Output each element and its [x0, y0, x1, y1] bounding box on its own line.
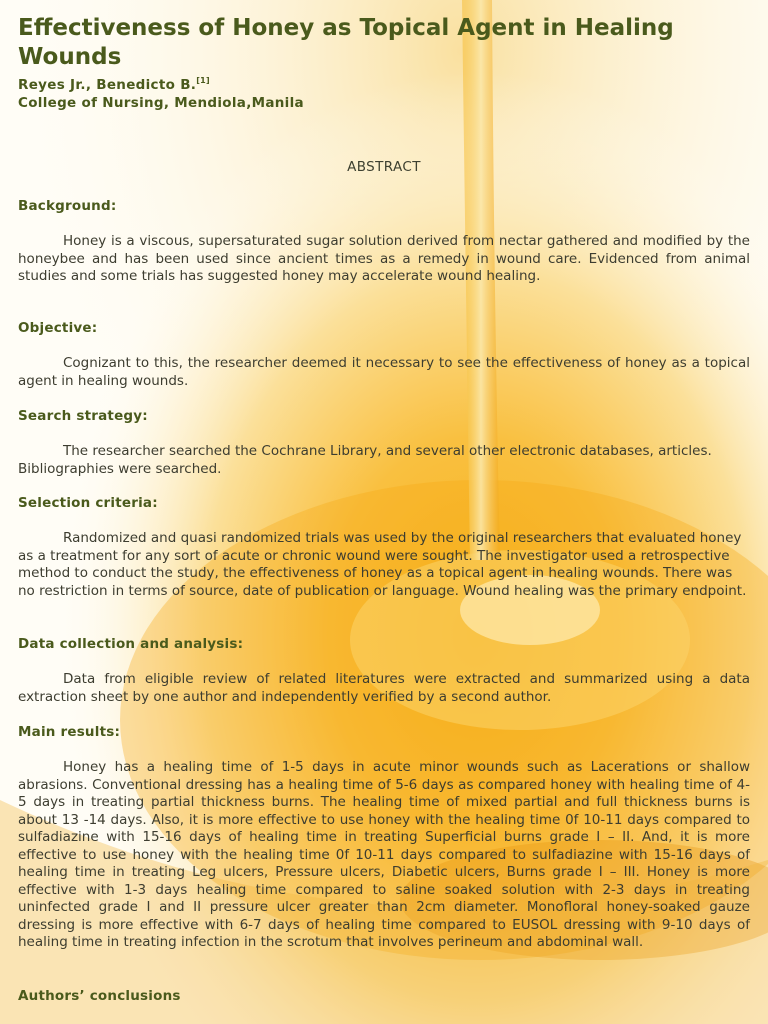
section-heading-objective: Objective: [18, 320, 98, 336]
section-text-search-strategy: The researcher searched the Cochrane Library, and several other electronic databases, articles. Bibliographies were searched. [18, 443, 712, 477]
section-heading-data-collection: Data collection and analysis: [18, 636, 244, 652]
document-title: Effectiveness of Honey as Topical Agent in Healing Wounds [18, 15, 674, 70]
section-heading-background: Background: [18, 198, 117, 214]
section-text-selection-criteria: Randomized and quasi randomized trials was used by the original researchers that evaluated honey as a treatment for any sort of acute or chronic wound were sought. The investigator used a retrospective method to conduct the study, the effectiveness of honey as a topical agent in healing wounds. There was no restriction in terms of source, date of publication or language. Wound healing was the primary endpoint. [18, 530, 747, 599]
section-heading-main-results: Main results: [18, 724, 121, 740]
section-text-main-results: Honey has a healing time of 1-5 days in acute minor wounds such as Lacerations or shallow abrasions. Conventional dressing has a healing time of 5-6 days as compared honey with healing time of 4-5 days in treating partial thickness burns. The healing time of mixed partial and full thickness burns is about 13 -14 days. Also, it is more effective to use honey with the healing time 0f 10-11 days compared to sulfadiazine with 15-16 days of healing time in treating Superficial burns grade I – II. And, it is more effective to use honey with the healing time 0f 10-11 days compared to sulfadiazine with 15-16 days of healing time in treating Leg ulcers, Pressure ulcers, Diabetic ulcers, Burns grade I – III. Honey is more effective with 1-3 days healing time compared to saline soaked solution with 2-3 days in treating uninfected grade I and II pressure ulcer greater than 2cm diameter. Monofloral honey-soaked gauze dressing is more effective with 6-7 days of healing time compared to EUSOL dressing with 9-10 days of healing time in treating infection in the scrotum that involves perineum and abdominal wall. [18, 759, 750, 950]
document-page [18, 14, 750, 1004]
author-names: Reyes Jr., Benedicto B. [18, 77, 197, 93]
section-heading-authors-conclusions: Authors’ conclusions [18, 988, 181, 1004]
author-line [18, 72, 750, 94]
author-affiliation: College of Nursing, Mendiola,Manila [18, 95, 304, 111]
section-text-data-collection: Data from eligible review of related literatures were extracted and summarized using a data extraction sheet by one author and independently verified by a second author. [18, 671, 750, 705]
section-heading-search-strategy: Search strategy: [18, 408, 148, 424]
author-footnote-marker: [1] [196, 76, 210, 85]
section-text-background: Honey is a viscous, supersaturated sugar solution derived from nectar gathered and modified by the honeybee and has been used since ancient times as a remedy in wound care. Evidenced from animal studies and some trials has suggested honey may accelerate wound healing. [18, 233, 750, 284]
abstract-heading: ABSTRACT [347, 159, 421, 175]
section-heading-selection-criteria: Selection criteria: [18, 495, 158, 511]
section-text-objective: Cognizant to this, the researcher deemed it necessary to see the effectiveness of honey as a topical agent in healing wounds. [18, 355, 750, 389]
